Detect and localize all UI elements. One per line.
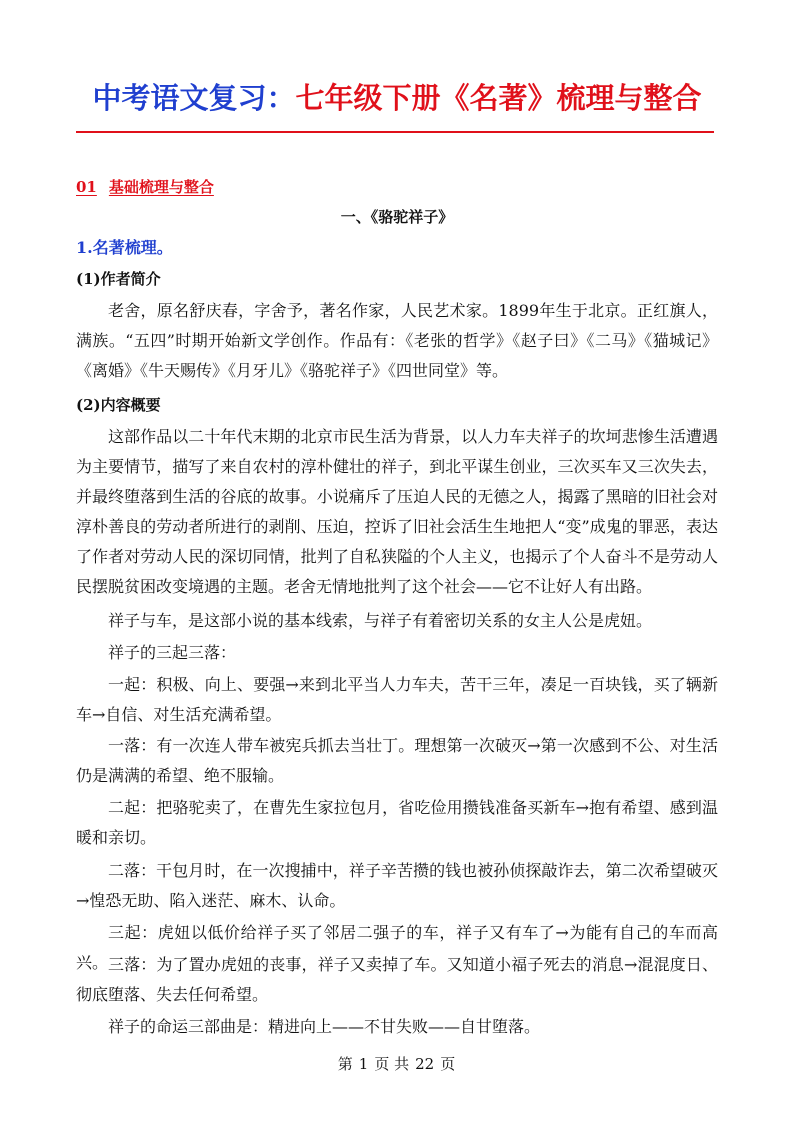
summary-paragraph: 这部作品以二十年代末期的北京市民生活为背景，以人力车夫祥子的坎坷悲惨生活遭遇为主要情节，描写了来自农村的淳朴健壮的祥子，到北平谋生创业，三次买车又三次失去，并最终堕落到生活的谷底的故事。小说痛斥了压迫人民的无德之人，揭露了黑暗的旧社会对淳朴善良的劳动者所进行的剥削、压迫，控诉了旧社会活生生地把人“变”成鬼的罪恶，表达了作者对劳动人民的深切同情，批判了自私狭隘的个人主义，也揭示了个人奋斗不是劳动人民摆脱贫困改变境遇的主题。老舍无情地批判了这个社会——它不让好人有出路。 <box>76 427 718 596</box>
heading-book-review: 1.名著梳理。 <box>76 238 173 257</box>
summary-paragraph: 祥子的三起三落： <box>108 643 237 662</box>
section-label: 基础梳理与整合 <box>108 178 214 196</box>
summary-paragraph: 三起：虎妞以低价给祥子买了邻居二强子的车，祥子又有车了→为能有自己的车而高兴。 <box>76 923 718 972</box>
heading-summary: (2)内容概要 <box>76 396 161 414</box>
footer-middle: 页 共 <box>374 1055 410 1073</box>
page-footer <box>0 1053 793 1075</box>
footer-total-pages: 22 <box>415 1055 435 1073</box>
author-paragraph: 老舍，原名舒庆春，字舍予，著名作家，人民艺术家。1899年生于北京。正红旗人，满族。“五四”时期开始新文学创作。作品有：《老张的哲学》《赵子曰》《二马》《猫城记》《离婚》《牛天赐传》《月牙儿》《骆驼祥子》《四世同堂》等。 <box>76 301 718 380</box>
summary-paragraph: 一起：积极、向上、要强→来到北平当人力车夫，苦干三年，凑足一百块钱，买了辆新车→自信、对生活充满希望。 <box>76 675 718 724</box>
footer-page-number: 1 <box>358 1055 369 1073</box>
title-part-blue: 中考语文复习： <box>92 81 296 115</box>
summary-paragraph: 祥子的命运三部曲是：精进向上——不甘失败——自甘堕落。 <box>108 1017 541 1036</box>
footer-prefix: 第 <box>337 1055 353 1073</box>
title-part-red: 七年级下册《名著》梳理与整合 <box>295 81 702 115</box>
summary-paragraph: 一落：有一次连人带车被宪兵抓去当壮丁。理想第一次破灭→第一次感到不公、对生活仍是满满的希望、绝不服输。 <box>76 736 718 785</box>
section-number: 01 <box>76 178 97 196</box>
summary-paragraph: 祥子与车，是这部小说的基本线索，与祥子有着密切关系的女主人公是虎妞。 <box>108 611 653 630</box>
title-divider <box>76 131 714 133</box>
summary-paragraph: 二起：把骆驼卖了，在曹先生家拉包月，省吃俭用攒钱准备买新车→抱有希望、感到温暖和亲切。 <box>76 798 718 847</box>
summary-paragraph: 三落：为了置办虎妞的丧事，祥子又卖掉了车。又知道小福子死去的消息→混混度日、彻底堕落、失去任何希望。 <box>76 955 718 1004</box>
footer-suffix: 页 <box>440 1055 456 1073</box>
summary-paragraph: 二落：干包月时，在一次搜捕中，祥子辛苦攒的钱也被孙侦探敲诈去，第二次希望破灭→惶恐无助、陷入迷茫、麻木、认命。 <box>76 861 718 910</box>
page-title <box>76 72 718 124</box>
book-heading: 一、《骆驼祥子》 <box>340 208 454 226</box>
section-heading <box>76 176 214 198</box>
heading-author: (1)作者简介 <box>76 270 161 288</box>
